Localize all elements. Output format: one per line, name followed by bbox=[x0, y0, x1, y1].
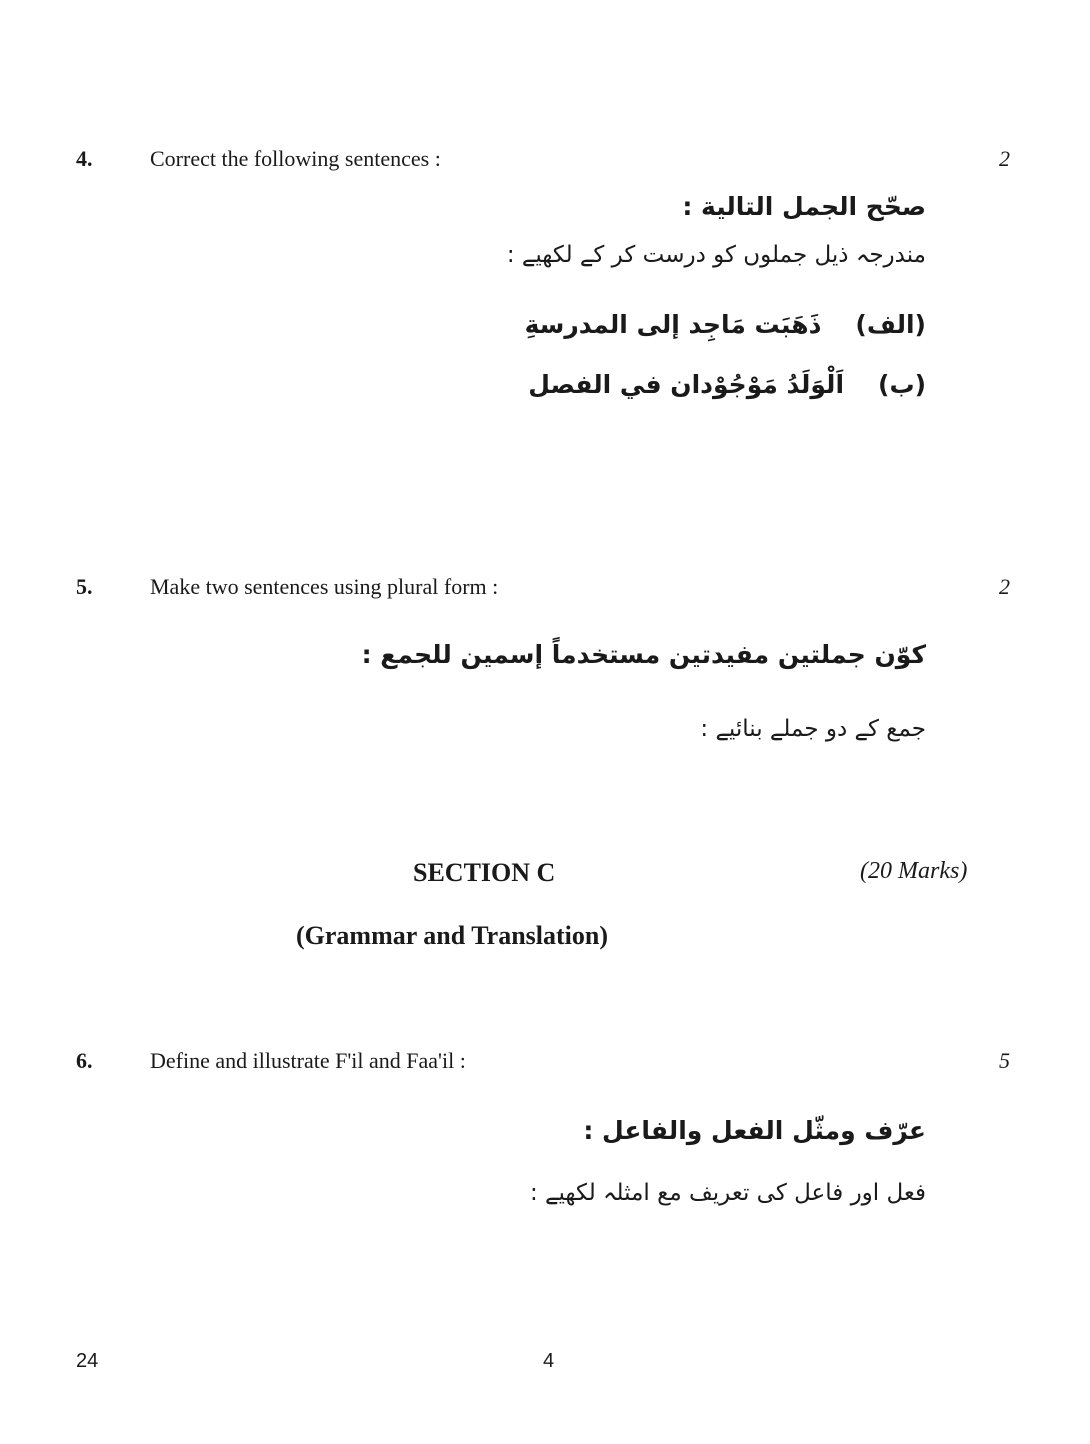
paper-code: 24 bbox=[76, 1350, 99, 1372]
question-4-item-b bbox=[528, 370, 926, 399]
item-text: اَلْوَلَدُ مَوْجُوْدان في الفصل bbox=[528, 370, 845, 399]
item-label: (الف) bbox=[855, 310, 926, 339]
question-4-arabic-instruction: صحّح الجمل التالية : bbox=[682, 192, 926, 221]
question-5-number: 5. bbox=[76, 574, 93, 599]
question-5-urdu-instruction: جمع کے دو جملے بنائیے : bbox=[700, 716, 926, 742]
question-4-number: 4. bbox=[76, 146, 93, 171]
question-4-marks: 2 bbox=[999, 146, 1010, 171]
section-subtitle: (Grammar and Translation) bbox=[296, 921, 609, 950]
question-5-arabic-instruction: كوّن جملتين مفيدتين مستخدماً إسمين للجمع : bbox=[361, 640, 926, 669]
question-5-text: Make two sentences using plural form : bbox=[150, 574, 499, 599]
item-text: ذَهَبَت مَاجِد إلى المدرسةِ bbox=[524, 310, 822, 339]
section-title: SECTION C bbox=[413, 858, 556, 887]
question-4-text: Correct the following sentences : bbox=[150, 146, 441, 171]
question-4-urdu-instruction: مندرجہ ذیل جملوں کو درست کر کے لکھیے : bbox=[506, 242, 926, 268]
item-label: (ب) bbox=[878, 370, 926, 399]
question-6-marks: 5 bbox=[999, 1048, 1010, 1073]
question-6-number: 6. bbox=[76, 1048, 93, 1073]
question-4-item-a bbox=[525, 310, 926, 339]
question-5-marks: 2 bbox=[999, 574, 1010, 599]
question-6-arabic-instruction: عرّف ومثّل الفعل والفاعل : bbox=[583, 1116, 926, 1145]
section-marks: (20 Marks) bbox=[860, 858, 968, 884]
page-number: 4 bbox=[543, 1350, 555, 1372]
question-6-urdu-instruction: فعل اور فاعل کی تعریف مع امثلہ لکھیے : bbox=[529, 1180, 926, 1206]
question-6-text: Define and illustrate F'il and Faa'il : bbox=[150, 1048, 466, 1073]
